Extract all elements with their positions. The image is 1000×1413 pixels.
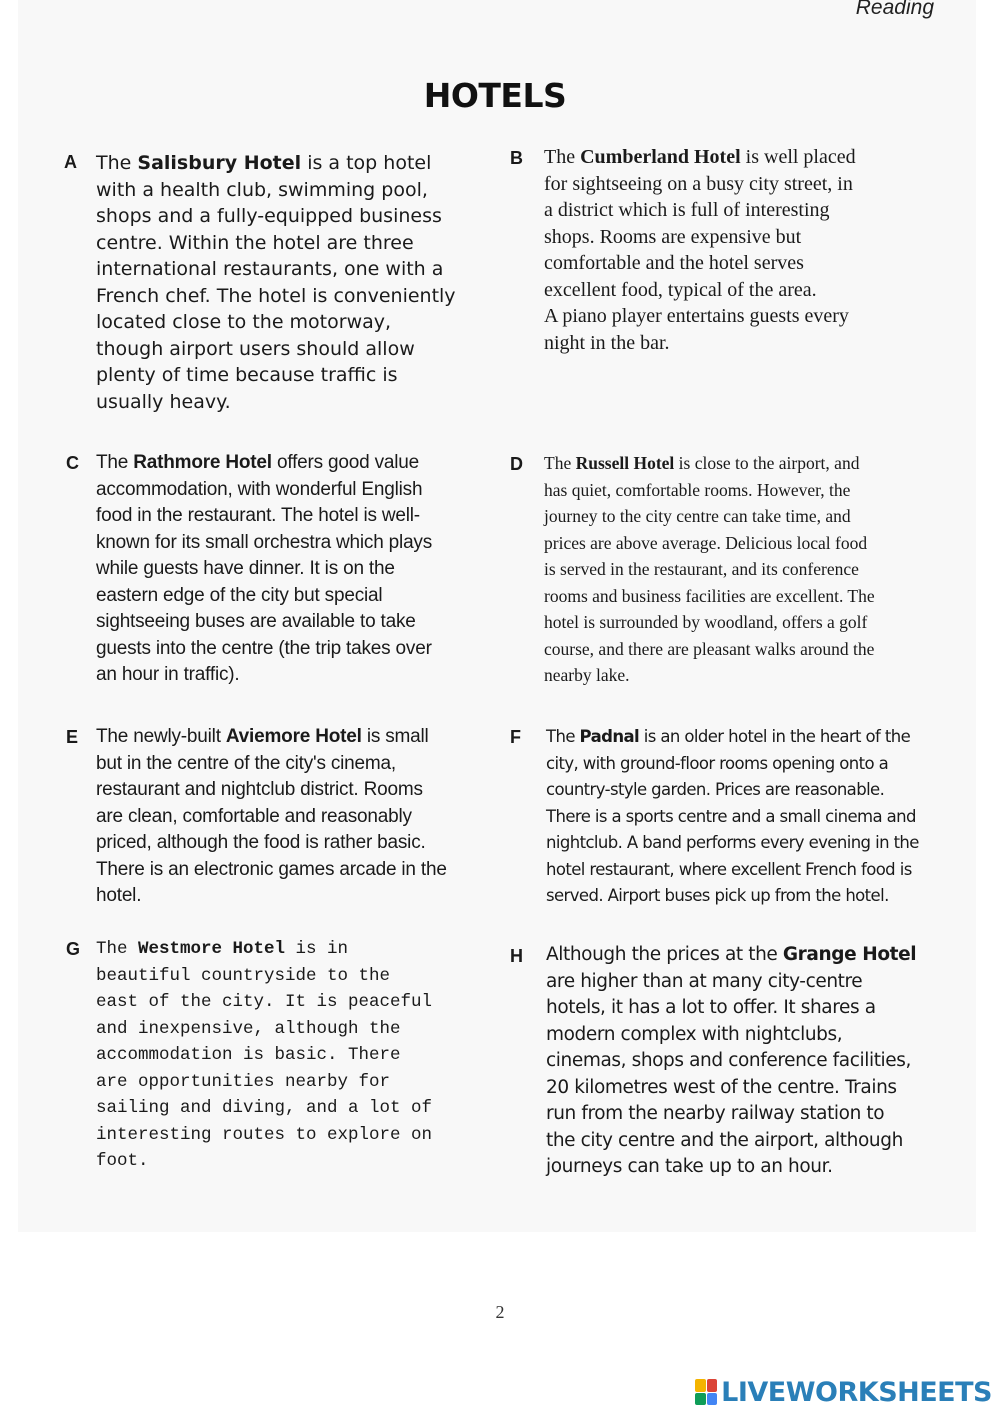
- entry-line: [544, 303, 924, 330]
- entry-line: [546, 1101, 946, 1128]
- entry-line: [544, 662, 944, 689]
- entry-text: [544, 144, 924, 356]
- entry-letter: C: [66, 453, 79, 473]
- entry-line: [544, 477, 944, 504]
- text-segment: nearby lake.: [544, 665, 630, 685]
- text-segment: The: [546, 727, 580, 746]
- text-segment: There is a sports centre and a small cinema and: [546, 806, 916, 826]
- text-segment: guests into the centre (the trip takes over: [96, 637, 432, 659]
- entry-letter: F: [510, 727, 521, 747]
- entry-text: [96, 450, 476, 689]
- logo-text: LIVEWORKSHEETS: [721, 1376, 992, 1408]
- entry-line: [96, 450, 476, 477]
- entry-line: [544, 609, 944, 636]
- entry-line: [96, 283, 496, 310]
- text-segment: has quiet, comfortable rooms. However, the: [544, 479, 851, 500]
- entry-text: [544, 450, 944, 689]
- text-segment: rooms and business facilities are excellent. The: [544, 585, 875, 606]
- hotel-name: Padnal: [579, 727, 640, 746]
- entry-line: [96, 1042, 496, 1069]
- text-segment: The: [544, 453, 576, 473]
- text-segment: is an older hotel in the heart of the: [639, 727, 911, 746]
- entry-line: [96, 936, 496, 963]
- entry-line: [546, 804, 946, 831]
- text-segment: The: [96, 452, 134, 473]
- logo-tile: [707, 1379, 718, 1392]
- entry-line: [96, 1069, 496, 1096]
- text-segment: French chef. The hotel is conveniently: [96, 284, 456, 307]
- entry-line: [96, 1122, 496, 1149]
- text-segment: offers good value: [271, 452, 419, 473]
- entry-line: [96, 1016, 496, 1043]
- hotel-name: Cumberland Hotel: [580, 146, 741, 168]
- section-label: Reading: [855, 0, 934, 19]
- entry-line: [96, 203, 496, 230]
- hotel-name: Westmore Hotel: [138, 939, 286, 959]
- entry-line: [544, 530, 944, 557]
- text-segment: A piano player entertains guests every: [544, 305, 849, 327]
- hotel-name: Salisbury Hotel: [137, 152, 302, 174]
- entry-letter: B: [510, 148, 523, 168]
- entry-line: [96, 883, 488, 910]
- entry-line: [96, 150, 496, 177]
- text-segment: The: [544, 146, 581, 168]
- entry-line: [96, 963, 496, 990]
- text-segment: are higher than at many city-centre: [546, 970, 863, 992]
- entry-line: [96, 556, 476, 583]
- text-segment: is close to the airport, and: [674, 453, 860, 473]
- text-segment: city, with ground-floor rooms opening onto a: [546, 753, 889, 773]
- entry-line: [544, 171, 924, 198]
- entry-line: [96, 724, 488, 751]
- entry-line: [96, 1148, 496, 1175]
- text-segment: The: [96, 152, 138, 174]
- text-segment: for sightseeing on a busy city street, in: [544, 172, 853, 195]
- text-segment: the city centre and the airport, although: [546, 1129, 903, 1151]
- entry-line: [546, 1048, 946, 1075]
- text-segment: restaurant and nightclub district. Rooms: [96, 779, 423, 800]
- entry-line: [96, 583, 476, 610]
- entry-line: [96, 857, 488, 884]
- text-segment: hotel is surrounded by woodland, offers a golf: [544, 612, 868, 632]
- entry-text: [546, 724, 946, 910]
- text-segment: an hour in traffic).: [96, 664, 240, 685]
- text-segment: but in the centre of the city's cinema,: [96, 752, 396, 774]
- text-segment: a district which is full of interesting: [544, 199, 830, 221]
- text-segment: journeys can take up to an hour.: [546, 1156, 833, 1177]
- entry-line: [546, 942, 946, 969]
- entry-line: [546, 883, 946, 910]
- text-segment: journey to the city centre can take time, and: [544, 506, 851, 526]
- entry-line: [96, 751, 488, 778]
- entry-letter: E: [66, 727, 79, 747]
- entry-line: [544, 583, 944, 610]
- entry-line: [544, 224, 924, 251]
- entry-line: [96, 609, 476, 636]
- text-segment: is well placed: [740, 146, 856, 168]
- entry-line: [96, 804, 488, 831]
- text-segment: modern complex with nightclubs,: [546, 1023, 843, 1045]
- text-segment: The: [96, 939, 139, 959]
- logo-tile: [707, 1393, 718, 1406]
- entry-line: [546, 969, 946, 996]
- entry-line: [544, 277, 924, 304]
- text-segment: prices are above average. Delicious local food: [544, 532, 868, 553]
- text-segment: hotels, it has a lot to offer. It shares a: [546, 997, 876, 1018]
- entry-line: [544, 197, 924, 224]
- text-segment: centre. Within the hotel are three: [96, 231, 414, 254]
- text-segment: located close to the motorway,: [96, 311, 392, 333]
- text-segment: hotel restaurant, where excellent French food is: [546, 859, 912, 879]
- entry-line: [96, 389, 496, 416]
- hotel-name: Rathmore Hotel: [133, 452, 272, 473]
- entry-text: [96, 150, 496, 415]
- text-segment: and inexpensive, although the: [96, 1018, 401, 1039]
- text-segment: interesting routes to explore on: [96, 1124, 433, 1145]
- text-segment: comfortable and the hotel serves: [544, 252, 804, 274]
- entry-text: [96, 724, 488, 910]
- text-segment: is small: [361, 726, 429, 747]
- text-segment: known for its small orchestra which plays: [96, 531, 433, 553]
- entry-line: [546, 857, 946, 884]
- text-segment: plenty of time because traffic is: [96, 364, 398, 386]
- entry-line: [546, 995, 946, 1022]
- entry-line: [96, 336, 496, 363]
- text-segment: sailing and diving, and a lot of: [96, 1098, 433, 1118]
- entry-line: [96, 662, 476, 689]
- entry-letter: D: [510, 454, 523, 474]
- text-segment: hotel.: [96, 885, 142, 906]
- text-segment: There is an electronic games arcade in the: [96, 858, 447, 880]
- entry-line: [544, 503, 944, 530]
- entry-line: [96, 177, 496, 204]
- text-segment: country-style garden. Prices are reasonable.: [546, 780, 885, 799]
- hotel-name: Russell Hotel: [575, 453, 675, 473]
- text-segment: while guests have dinner. It is on the: [96, 558, 395, 579]
- entry-line: [546, 751, 946, 778]
- text-segment: night in the bar.: [544, 331, 670, 354]
- text-segment: 20 kilometres west of the centre. Trains: [546, 1076, 897, 1098]
- page-title: HOTELS: [423, 76, 567, 115]
- text-segment: international restaurants, one with a: [96, 258, 444, 280]
- text-segment: served. Airport buses pick up from the hotel.: [546, 886, 889, 905]
- entry-line: [544, 250, 924, 277]
- logo-tile: [695, 1379, 706, 1392]
- text-segment: The newly-built: [96, 726, 226, 747]
- entry-line: [96, 503, 476, 530]
- text-segment: food in the restaurant. The hotel is well-: [96, 505, 420, 526]
- entry-line: [546, 1154, 946, 1181]
- hotel-name: Aviemore Hotel: [225, 726, 362, 747]
- text-segment: though airport users should allow: [96, 337, 415, 360]
- entry-line: [546, 1128, 946, 1155]
- text-segment: cinemas, shops and conference facilities,: [546, 1050, 911, 1071]
- entry-line: [96, 530, 476, 557]
- entry-letter: H: [510, 946, 523, 966]
- entry-line: [96, 477, 476, 504]
- text-segment: eastern edge of the city but special: [96, 584, 383, 606]
- hotel-name: Grange Hotel: [782, 944, 917, 965]
- entry-line: [96, 830, 488, 857]
- text-segment: foot.: [96, 1151, 149, 1171]
- entry-line: [96, 256, 496, 283]
- entry-line: [96, 230, 496, 257]
- entry-line: [96, 989, 496, 1016]
- entry-line: [544, 144, 924, 171]
- text-segment: is a top hotel: [301, 152, 432, 174]
- entry-line: [544, 636, 944, 663]
- entry-letter: G: [66, 939, 81, 959]
- entry-text: [96, 936, 496, 1175]
- entry-letter: A: [64, 152, 77, 172]
- entry-line: [546, 1075, 946, 1102]
- text-segment: is in: [285, 939, 349, 959]
- logo-tiles-icon: [695, 1379, 717, 1405]
- text-segment: excellent food, typical of the area.: [544, 278, 817, 301]
- text-segment: accommodation, with wonderful English: [96, 478, 423, 500]
- entry-line: [546, 830, 946, 857]
- entry-line: [96, 777, 488, 804]
- text-segment: beautiful countryside to the: [96, 965, 391, 986]
- text-segment: shops and a fully-equipped business: [96, 205, 442, 227]
- text-segment: run from the nearby railway station to: [546, 1103, 885, 1124]
- text-segment: are clean, comfortable and reasonably: [96, 805, 412, 827]
- entry-line: [96, 1095, 496, 1122]
- entry-line: [96, 636, 476, 663]
- page-number: 2: [495, 1302, 505, 1322]
- text-segment: priced, although the food is rather basic.: [96, 832, 426, 853]
- text-segment: Although the prices at the: [546, 944, 783, 965]
- text-segment: accommodation is basic. There: [96, 1045, 401, 1065]
- text-segment: shops. Rooms are expensive but: [544, 225, 802, 248]
- text-segment: is served in the restaurant, and its conference: [544, 559, 859, 579]
- text-segment: nightclub. A band performs every evening in the: [546, 833, 919, 852]
- text-segment: sightseeing buses are available to take: [96, 611, 416, 632]
- entry-line: [96, 309, 496, 336]
- liveworksheets-logo[interactable]: [695, 1374, 992, 1410]
- entry-line: [546, 777, 946, 804]
- entry-line: [96, 362, 496, 389]
- text-segment: are opportunities nearby for: [96, 1071, 391, 1092]
- entry-line: [546, 1022, 946, 1049]
- logo-tile: [695, 1393, 706, 1406]
- entry-text: [546, 942, 946, 1181]
- entry-line: [544, 330, 924, 357]
- text-segment: usually heavy.: [96, 390, 231, 413]
- text-segment: course, and there are pleasant walks around the: [544, 638, 875, 659]
- text-segment: east of the city. It is peaceful: [96, 992, 433, 1012]
- entry-line: [544, 556, 944, 583]
- text-segment: with a health club, swimming pool,: [96, 178, 428, 201]
- entry-line: [546, 724, 946, 751]
- entry-line: [544, 450, 944, 477]
